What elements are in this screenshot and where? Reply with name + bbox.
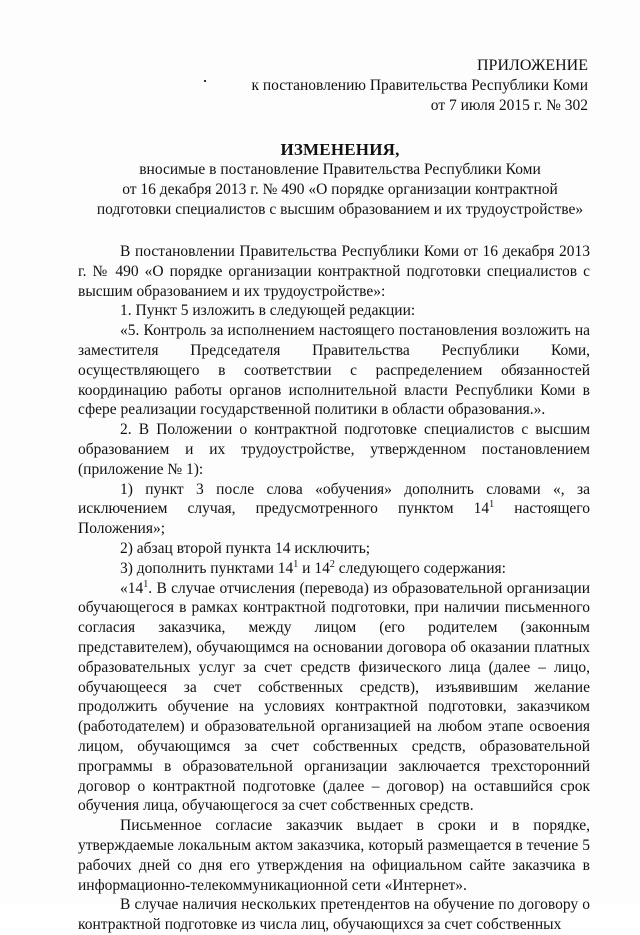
paragraph-subitem-3: 3) дополнить пунктами $14^1$ и $14^2$ следующего содержания: (120, 558, 506, 577)
appendix-title: ПРИЛОЖЕНИЕ (476, 57, 588, 74)
appendix-reference: к постановлению Правительства Республики Коми (251, 77, 588, 94)
document-body (78, 242, 590, 935)
paragraph-subitem-2: 2) абзац второй пункта 14 исключить; (120, 539, 371, 557)
scan-speck (204, 80, 206, 82)
paragraph-item-5-text: «5. Контроль за исполнением настоящего постановления возложить на заместителя Председателя Правительства Республики Коми, осуществляющего в соответствии с распределением обязанностей координацию работы органов исполнительной власти Республики Коми в сфере реализации государственной политики в области образования.». (78, 322, 590, 419)
title-line-1: вносимые в постановление Правительства Республики Коми (139, 161, 541, 178)
appendix-date: от 7 июля 2015 г. № 302 (430, 97, 588, 114)
paragraph-subitem-1: 1) пункт 3 после слова «обучения» дополнить словами «, за исключением случая, предусмотренного пунктом $14^1$ настоящего Положения»; (78, 480, 591, 538)
paragraph-item-1: 1. Пункт 5 изложить в следующей редакции: (120, 302, 416, 320)
title-heading: ИЗМЕНЕНИЯ, (280, 140, 400, 159)
title-line-2: от 16 декабря 2013 г. № 490 «О порядке организации контрактной (122, 181, 558, 198)
paragraph-item-2: 2. В Положении о контрактной подготовке специалистов с высшим образованием и их трудоустройстве, утвержденном постановлением (приложение № 1): (78, 421, 590, 478)
paragraph-item-14-1: «$14^1$. В случае отчисления (перевода) из образовательной организации обучающегося в рамках контрактной подготовки, при наличии письменного согласия заказчика, между лицом (его родителем (законным представителем), обучающимся на основании договора об оказании платных образовательных услуг за счет средств физического лица (далее – лицо, обучающееся за счет собственных средств), изъявившим желание продолжить обучение на условиях контрактной подготовки, заказчиком (работодателем) и образовательной организацией на любом этапе освоения лицом, обучающимся за счет собственных средств, образовательной программы в образовательной организации заключается трехсторонний договор о контрактной подготовке (далее – договор) на оставшийся срок обучения лица, обучающегося за счет собственных средств. (78, 578, 590, 815)
appendix-header (251, 56, 588, 116)
title-line-3: подготовки специалистов с высшим образованием и их трудоустройстве» (96, 201, 584, 218)
paragraph-intro: В постановлении Правительства Республики Коми от 16 декабря 2013 г. № 490 «О порядке организации контрактной подготовки специалистов с высшим образованием и их трудоустройстве»: (78, 243, 590, 300)
document-title (80, 140, 600, 220)
paragraph-consent: Письменное согласие заказчик выдает в сроки и в порядке, утверждаемые локальным актом заказчика, который размещается в течение 5 рабочих дней со дня его утверждения на официальном сайте заказчика в информационно-телекоммуникационной сети «Интернет». (78, 817, 590, 894)
paragraph-candidates: В случае наличия нескольких претендентов на обучение по договору о контрактной подготовке из числа лиц, обучающихся за счет собственных (78, 896, 590, 934)
